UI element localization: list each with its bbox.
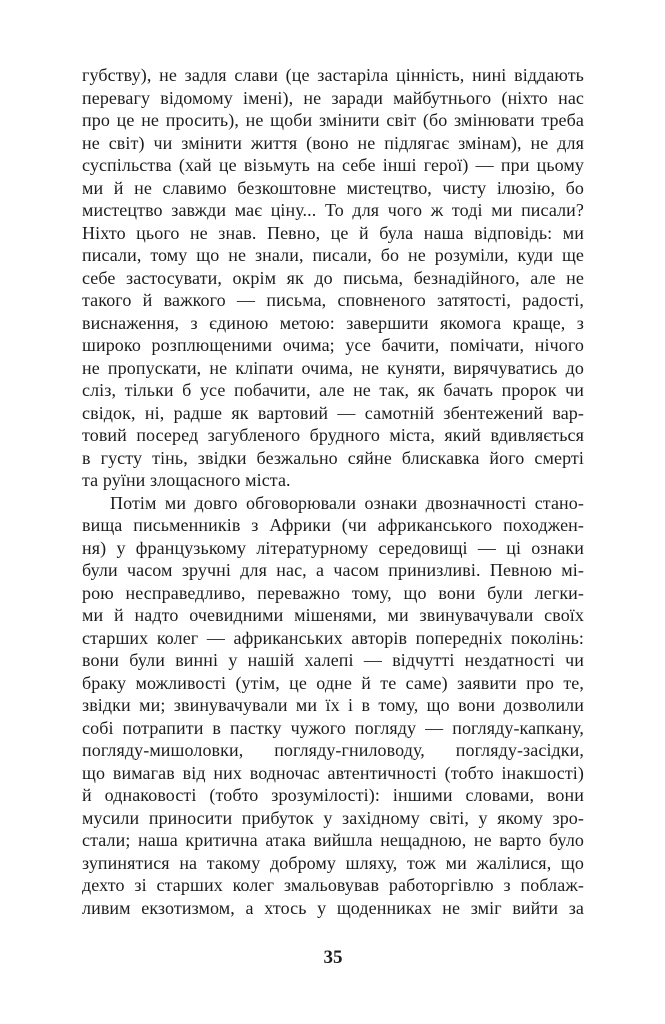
text-line: ливим екзотизмом, а хтось у щоденниках не зміг вийти за	[82, 897, 584, 918]
text-line: сліз, тільки б усе побачити, але не так, як бачать пророк чи	[82, 380, 584, 400]
text-line: в густу тінь, звідки безжально сяйне блискавка його смерті	[82, 447, 584, 468]
text-line: не пропускати, не кліпати очима, не куняти, вирячуватись до	[82, 357, 584, 378]
text-line: старших колег — африканських авторів попередніх поколінь:	[82, 627, 584, 648]
text-line: ми й не славимо безкоштовне мистецтво, чисту ілюзію, бо	[82, 177, 584, 198]
text-line: не світ) чи змінити життя (воно не підлягає змінам), не для	[82, 132, 584, 153]
text-line: широко розплющеними очима; усе бачити, помічати, нічого	[82, 335, 584, 355]
text-line: зупинятися на такому доброму шляху, тож ми жалілися, що	[82, 852, 584, 873]
text-line: виснаження, з єдиною метою: завершити якомога краще, з	[82, 312, 584, 333]
page-number: 35	[323, 947, 343, 968]
paragraph	[82, 492, 584, 920]
text-line: мистецтво завжди має ціну... То для чого ж тоді ми писали?	[82, 200, 584, 220]
text-line: ми й надто очевидними мішенями, ми звинувачували своїх	[82, 605, 584, 625]
text-line: товий посеред загубленого брудного міста, який вдивляється	[82, 425, 584, 445]
text-line: писали, тому що не знали, писали, бо не розуміли, куди ще	[82, 245, 584, 265]
text-line: суспільства (хай це візьмуть на себе інші герої) — при цьому	[82, 155, 584, 175]
text-line: були часом зручні для нас, а часом принизливі. Певною мі-	[82, 560, 584, 580]
text-line: вони були винні у нашій халепі — відчутті нездатності чи	[82, 650, 584, 670]
text-line: погляду-мишоловки, погляду-гниловоду, погляду-засідки,	[82, 740, 584, 760]
text-line: браку можливості (утім, це одне й те саме) заявити про те,	[82, 672, 584, 693]
text-line: дехто зі старших колег змальовував работоргівлю з поблаж-	[82, 875, 584, 895]
text-line: Ніхто цього не знав. Певно, це й була наша відповідь: ми	[82, 222, 584, 243]
text-line: мусили приносити прибуток у західному світі, у якому зро-	[82, 807, 584, 828]
text-line: Потім ми довго обговорювали ознаки двозначності стано-	[110, 492, 584, 513]
text-line: рою несправедливо, переважно тому, що вони були легки-	[82, 582, 584, 603]
text-line: звідки ми; звинувачували ми їх і в тому, що вони дозволили	[82, 695, 584, 715]
text-block	[82, 64, 584, 919]
text-line: й однаковості (тобто зрозумілості): іншими словами, вони	[82, 785, 584, 805]
text-line: такого й важкого — письма, сповненого затятості, радості,	[82, 290, 584, 310]
text-line: собі потрапити в пастку чужого погляду — погляду-капкану,	[82, 717, 584, 738]
text-line: перевагу відомому імені), не заради майбутнього (ніхто нас	[82, 87, 584, 108]
text-line: свідок, ні, радше як вартовий — самотній збентежений вар-	[82, 402, 584, 423]
text-line: губству), не задля слави (це застаріла цінність, нині віддають	[82, 65, 584, 85]
text-line: та руїни злощасного міста.	[82, 470, 291, 490]
text-line: себе застосувати, окрім як до письма, безнадійного, але не	[82, 267, 584, 288]
text-line: стали; наша критична атака вийшла нещадною, не варто було	[82, 830, 584, 850]
paragraph	[82, 64, 584, 492]
text-line: про це не просить), не щоби змінити світ (бо змінювати треба	[82, 110, 584, 130]
text-line: що вимагав від них водночас автентичності (тобто інакшості)	[82, 762, 584, 783]
text-line: вища письменників з Африки (чи африканського походжен-	[82, 515, 584, 535]
text-line: ня) у французькому літературному середовищі — ці ознаки	[82, 537, 584, 558]
